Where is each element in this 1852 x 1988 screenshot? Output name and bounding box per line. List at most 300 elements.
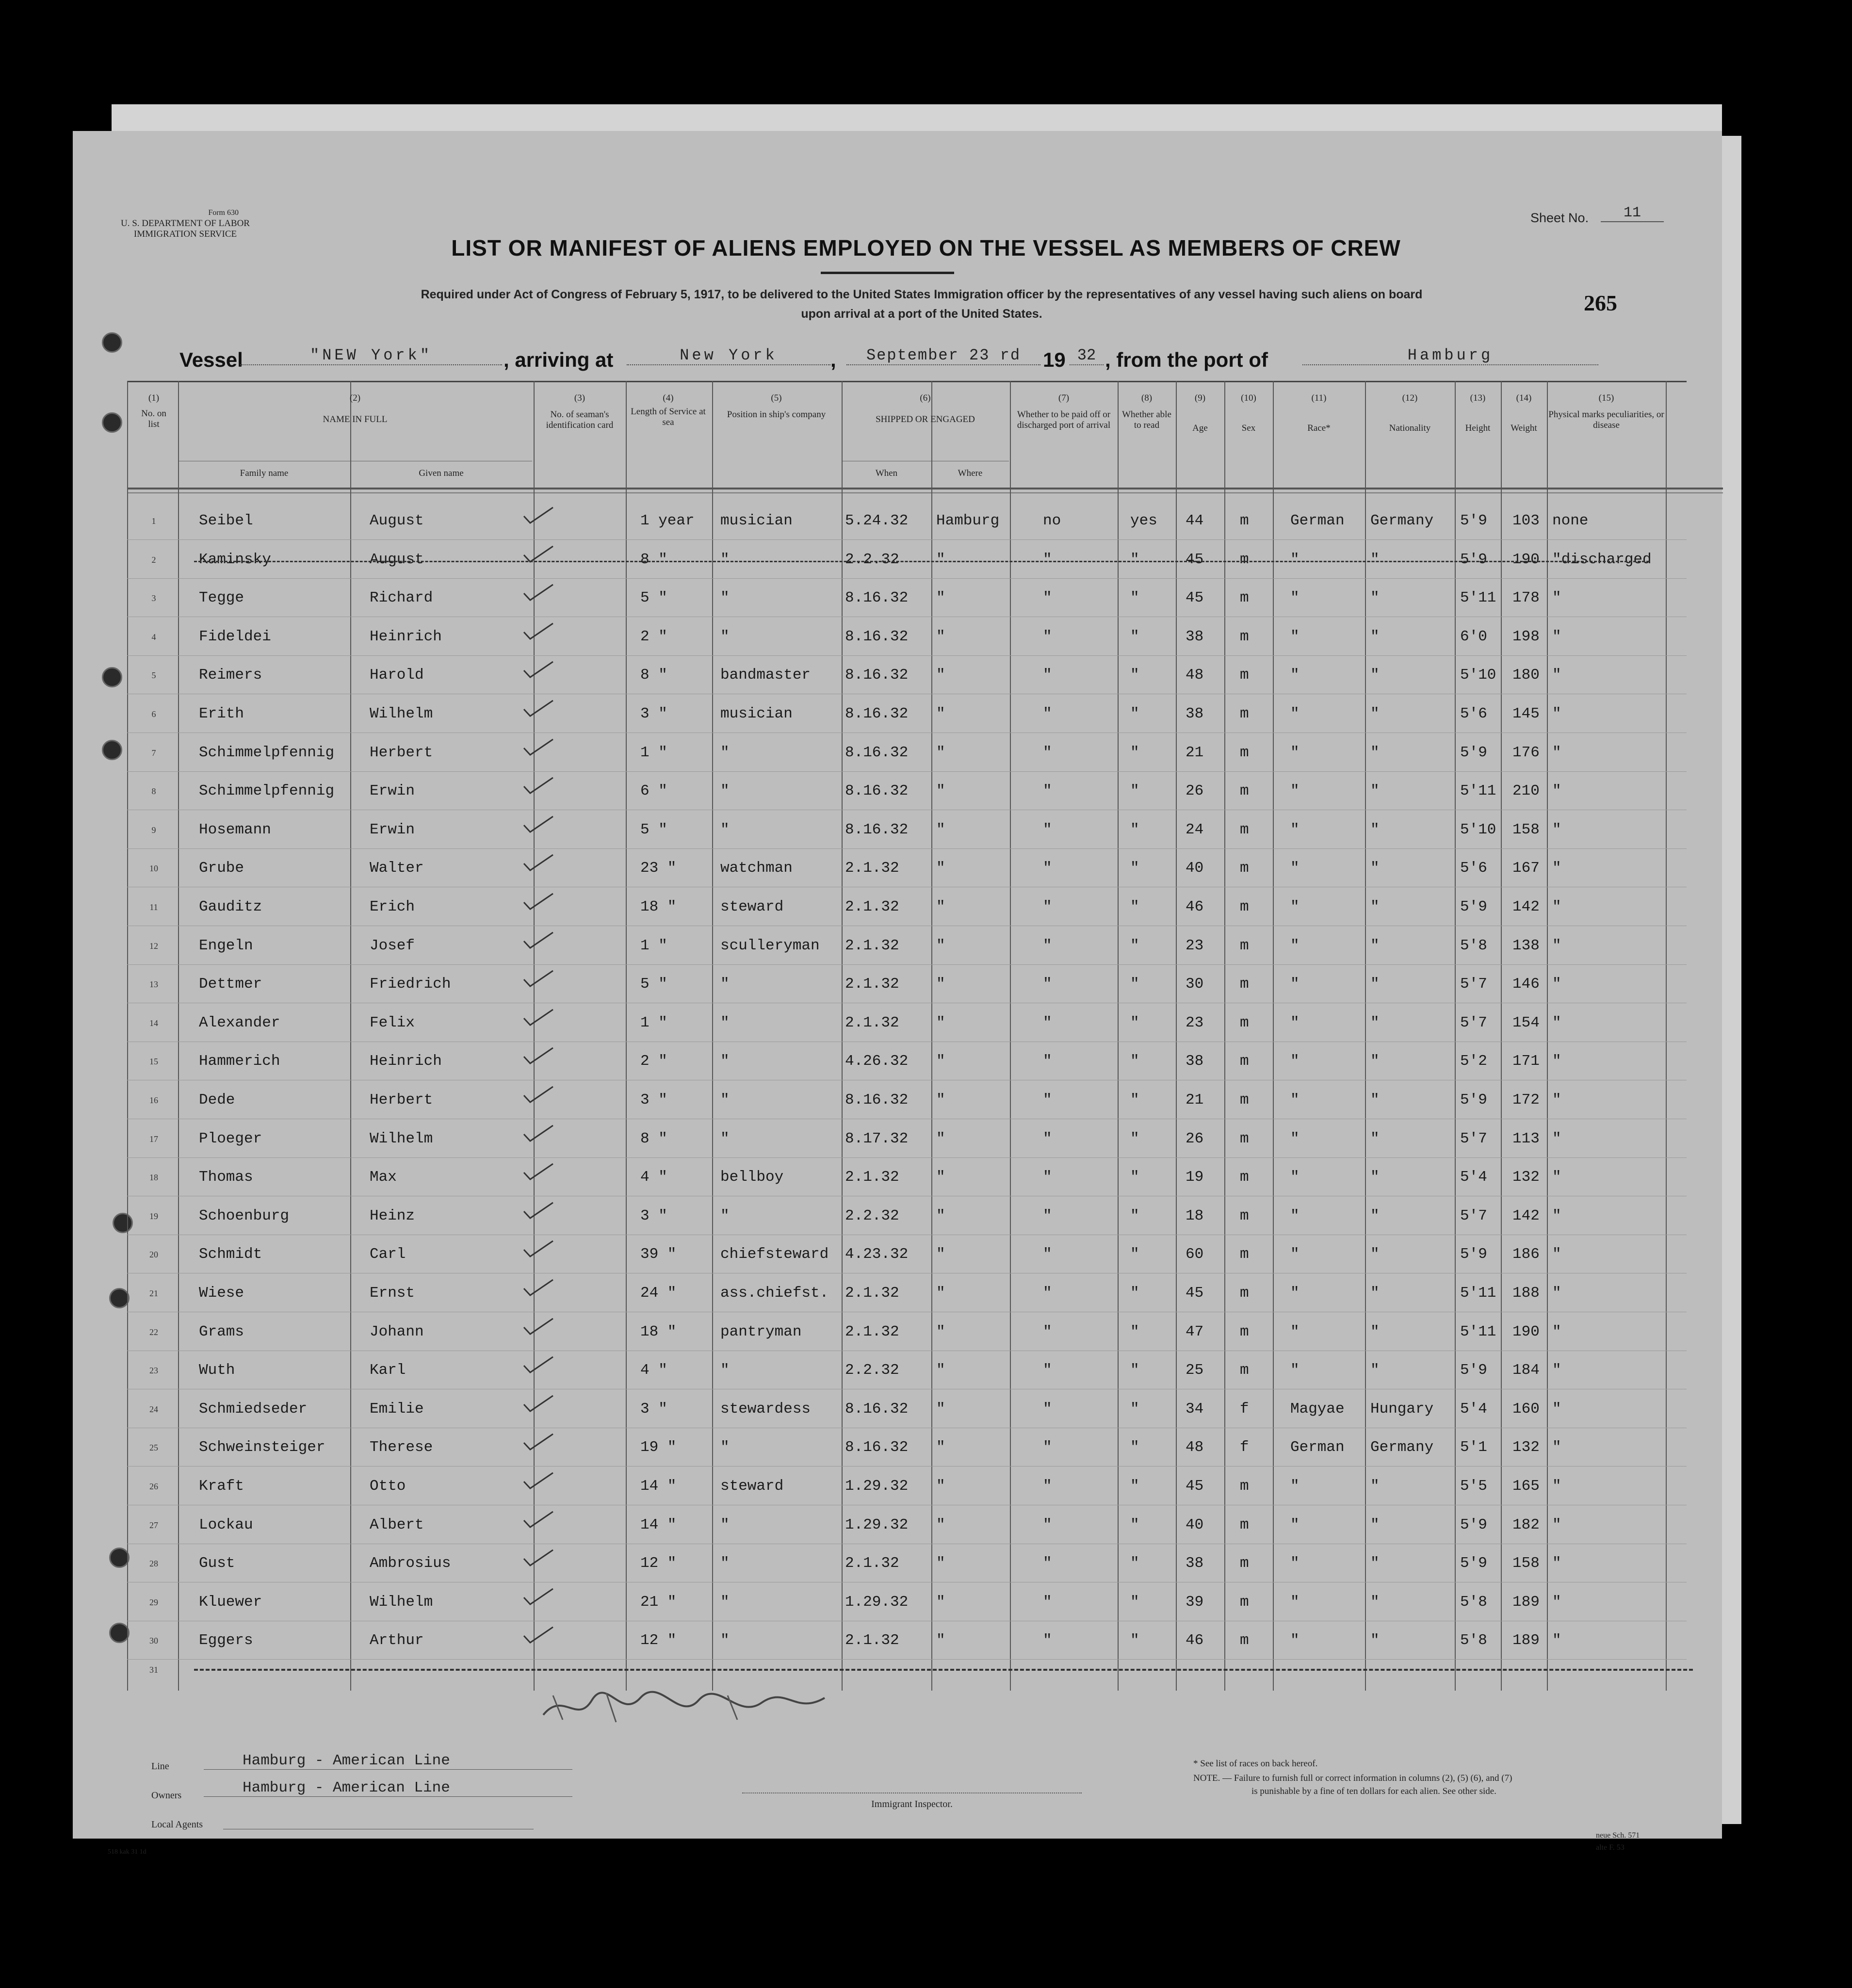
row-number: 26 [149, 1482, 158, 1491]
cell-service: 4 " [640, 1169, 667, 1186]
col8-number: (8) [1141, 393, 1153, 403]
cell-read: " [1130, 1555, 1139, 1572]
cell-family: Alexander [199, 1014, 280, 1031]
back-sheet-edge [112, 104, 1722, 133]
cell-when: 4.23.32 [845, 1246, 909, 1263]
cell-sex: m [1240, 937, 1249, 954]
cell-height: 5'7 [1460, 1130, 1487, 1147]
cell-age: 60 [1186, 1246, 1204, 1263]
cell-weight: 132 [1512, 1169, 1540, 1186]
cell-family: Schoenburg [199, 1207, 290, 1224]
check-mark-icon [521, 1124, 555, 1143]
column-rule [127, 381, 128, 1691]
check-mark-icon [521, 1239, 555, 1258]
cell-paid: " [1043, 1439, 1052, 1456]
comma-separator: , [830, 348, 836, 371]
row-number: 7 [151, 748, 156, 758]
cell-given: Johann [370, 1323, 424, 1340]
cell-marks: " [1552, 821, 1561, 838]
cell-when: 8.17.32 [845, 1130, 909, 1147]
punch-hole [109, 1623, 130, 1643]
cell-sex: f [1240, 1439, 1249, 1456]
cell-height: 5'7 [1460, 1207, 1487, 1224]
when-header: When [875, 468, 898, 478]
cell-given: Heinrich [370, 1053, 442, 1070]
cell-age: 26 [1186, 1130, 1204, 1147]
cell-position: " [720, 821, 730, 838]
cell-age: 34 [1186, 1401, 1204, 1418]
cell-given: Wilhelm [370, 1130, 433, 1147]
cell-service: 14 " [640, 1516, 677, 1533]
check-mark-icon [521, 505, 555, 525]
cell-position: " [720, 551, 730, 568]
cell-sex: m [1240, 667, 1249, 684]
cell-nationality: " [1370, 744, 1380, 761]
owners-label: Owners [151, 1790, 182, 1801]
cell-given: Harold [370, 667, 424, 684]
cell-read: " [1130, 1401, 1139, 1418]
cell-service: 1 year [640, 512, 695, 529]
cell-weight: 165 [1512, 1478, 1540, 1495]
cell-sex: m [1240, 1246, 1249, 1263]
cell-nationality: " [1370, 1053, 1380, 1070]
cell-family: Thomas [199, 1169, 253, 1186]
cell-where: " [936, 1092, 945, 1108]
check-mark-icon [521, 776, 555, 795]
cell-marks: "discharged [1552, 551, 1652, 568]
col7-title: Whether to be paid off or discharged port of arrival [1017, 409, 1111, 430]
check-mark-icon [521, 1008, 555, 1027]
cell-paid: " [1043, 628, 1052, 645]
cell-position: " [720, 1632, 730, 1649]
cell-height: 5'7 [1460, 1014, 1487, 1031]
cell-weight: 113 [1512, 1130, 1540, 1147]
cell-where: " [936, 782, 945, 799]
cell-service: 14 " [640, 1478, 677, 1495]
cell-nationality: " [1370, 1014, 1380, 1031]
cell-marks: " [1552, 1053, 1561, 1070]
cell-marks: " [1552, 860, 1561, 877]
row-number: 17 [149, 1134, 158, 1144]
cell-when: 2.1.32 [845, 898, 899, 915]
cell-nationality: " [1370, 1092, 1380, 1108]
cell-given: August [370, 512, 424, 529]
row-number: 24 [149, 1404, 158, 1414]
check-mark-icon [521, 660, 555, 679]
where-header: Where [958, 468, 983, 478]
col4-number: (4) [663, 393, 674, 403]
col6-number: (6) [920, 393, 931, 403]
cell-nationality: " [1370, 782, 1380, 799]
cell-where: " [936, 1439, 945, 1456]
cell-marks: " [1552, 628, 1561, 645]
cell-position: steward [720, 1478, 784, 1495]
row-divider [127, 1157, 1687, 1158]
cell-position: " [720, 1362, 730, 1379]
col7-header [1010, 393, 1118, 431]
row-31-number: 31 [149, 1665, 158, 1675]
cell-height: 5'9 [1460, 1555, 1487, 1572]
cell-read: " [1130, 860, 1139, 877]
cell-nationality: Hungary [1370, 1401, 1434, 1418]
row-number: 13 [149, 979, 158, 989]
cell-marks: none [1552, 512, 1589, 529]
cell-read: " [1130, 1285, 1139, 1302]
cell-height: 5'2 [1460, 1053, 1487, 1070]
cell-nationality: " [1370, 1478, 1380, 1495]
cell-paid: " [1043, 705, 1052, 722]
cell-height: 5'9 [1460, 1516, 1487, 1533]
cell-given: Arthur [370, 1632, 424, 1649]
cell-age: 30 [1186, 976, 1204, 993]
cell-sex: m [1240, 1362, 1249, 1379]
departure-port: Hamburg [1302, 346, 1598, 365]
col7-number: (7) [1058, 393, 1070, 403]
cell-marks: " [1552, 1323, 1561, 1340]
cell-family: Schimmelpfennig [199, 744, 335, 761]
cell-weight: 190 [1512, 551, 1540, 568]
cell-when: 8.16.32 [845, 667, 909, 684]
cell-weight: 154 [1512, 1014, 1540, 1031]
cell-where: " [936, 1130, 945, 1147]
cell-when: 1.29.32 [845, 1478, 909, 1495]
row-number: 2 [151, 555, 156, 565]
cell-paid: " [1043, 1362, 1052, 1379]
cell-sex: m [1240, 976, 1249, 993]
cell-given: Josef [370, 937, 415, 954]
cell-service: 3 " [640, 705, 667, 722]
check-mark-icon [521, 1162, 555, 1181]
inspector-label: Immigrant Inspector. [871, 1799, 953, 1809]
column-rule [1501, 381, 1502, 1691]
col9-number: (9) [1194, 393, 1206, 403]
cell-weight: 167 [1512, 860, 1540, 877]
cell-given: Friedrich [370, 976, 451, 993]
cell-read: " [1130, 1092, 1139, 1108]
cell-weight: 178 [1512, 589, 1540, 606]
cell-weight: 142 [1512, 1207, 1540, 1224]
cell-position: sculleryman [720, 937, 820, 954]
cell-family: Wuth [199, 1362, 235, 1379]
cell-service: 1 " [640, 937, 667, 954]
cell-sex: m [1240, 1323, 1249, 1340]
col12-header [1365, 393, 1455, 434]
row-divider [127, 771, 1687, 772]
year-suffix: 32 [1070, 346, 1104, 365]
cell-sex: m [1240, 589, 1249, 606]
cell-when: 2.1.32 [845, 976, 899, 993]
cell-where: " [936, 821, 945, 838]
cell-height: 5'1 [1460, 1439, 1487, 1456]
cell-weight: 138 [1512, 937, 1540, 954]
cell-weight: 198 [1512, 628, 1540, 645]
col3-number: (3) [574, 393, 585, 403]
row-number: 18 [149, 1173, 158, 1182]
given-name-header: Given name [419, 468, 464, 478]
cell-height: 5'10 [1460, 821, 1496, 838]
cell-service: 12 " [640, 1632, 677, 1649]
cell-weight: 188 [1512, 1285, 1540, 1302]
col15-header [1547, 393, 1666, 431]
cell-race: " [1290, 1092, 1300, 1108]
col2-header [178, 393, 532, 425]
cell-height: 5'6 [1460, 705, 1487, 722]
cell-where: " [936, 1478, 945, 1495]
row-number: 6 [151, 709, 156, 719]
cell-height: 5'10 [1460, 667, 1496, 684]
col3-header [534, 393, 626, 431]
cell-paid: " [1043, 1555, 1052, 1572]
handwritten-scrawl [534, 1686, 834, 1729]
cell-marks: " [1552, 744, 1561, 761]
cell-when: 2.2.32 [845, 551, 899, 568]
cell-given: Richard [370, 589, 433, 606]
cell-height: 5'7 [1460, 976, 1487, 993]
cell-sex: m [1240, 898, 1249, 915]
cell-weight: 171 [1512, 1053, 1540, 1070]
cell-read: " [1130, 821, 1139, 838]
cell-given: Walter [370, 860, 424, 877]
column-rule [1365, 381, 1366, 1691]
manifest-title: LIST OR MANIFEST OF ALIENS EMPLOYED ON THE VESSEL AS MEMBERS OF CREW [451, 235, 1401, 261]
column-rule [1224, 381, 1225, 1691]
cell-family: Schweinsteiger [199, 1439, 325, 1456]
cell-position: " [720, 976, 730, 993]
cell-position: " [720, 1053, 730, 1070]
cell-weight: 158 [1512, 1555, 1540, 1572]
cell-read: " [1130, 1594, 1139, 1611]
cell-sex: m [1240, 1207, 1249, 1224]
cell-sex: m [1240, 1478, 1249, 1495]
cell-position: " [720, 1594, 730, 1611]
cell-when: 8.16.32 [845, 821, 909, 838]
cell-where: " [936, 976, 945, 993]
cell-marks: " [1552, 1014, 1561, 1031]
cell-family: Tegge [199, 589, 244, 606]
cell-given: Wilhelm [370, 1594, 433, 1611]
cell-position: " [720, 1439, 730, 1456]
cell-marks: " [1552, 705, 1561, 722]
cell-race: " [1290, 860, 1300, 877]
cell-where: " [936, 1207, 945, 1224]
check-mark-icon [521, 1432, 555, 1451]
cell-weight: 180 [1512, 667, 1540, 684]
cell-service: 8 " [640, 1130, 667, 1147]
cell-family: Kaminsky [199, 551, 271, 568]
cell-position: steward [720, 898, 784, 915]
cell-read: " [1130, 1169, 1139, 1186]
col14-number: (14) [1516, 393, 1532, 403]
cell-service: 21 " [640, 1594, 677, 1611]
cell-height: 5'9 [1460, 744, 1487, 761]
col10-title: Sex [1241, 423, 1256, 433]
cell-given: Karl [370, 1362, 406, 1379]
cell-read: " [1130, 782, 1139, 799]
cell-when: 2.1.32 [845, 1323, 899, 1340]
punch-hole [102, 412, 122, 433]
cell-position: " [720, 1516, 730, 1533]
year-prefix: 19 [1043, 348, 1066, 371]
cell-service: 5 " [640, 976, 667, 993]
cell-nationality: " [1370, 667, 1380, 684]
cell-read: " [1130, 705, 1139, 722]
cell-where: " [936, 1632, 945, 1649]
cell-family: Gauditz [199, 898, 262, 915]
cell-service: 2 " [640, 628, 667, 645]
cell-age: 45 [1186, 551, 1204, 568]
cell-sex: m [1240, 821, 1249, 838]
cell-given: Heinz [370, 1207, 415, 1224]
cell-age: 21 [1186, 1092, 1204, 1108]
cell-race: " [1290, 667, 1300, 684]
cell-service: 19 " [640, 1439, 677, 1456]
cell-race: " [1290, 1555, 1300, 1572]
cell-position: " [720, 1207, 730, 1224]
row-number: 14 [149, 1018, 158, 1028]
cell-nationality: " [1370, 1285, 1380, 1302]
cell-service: 24 " [640, 1285, 677, 1302]
col4-header [626, 393, 711, 428]
cell-family: Eggers [199, 1632, 253, 1649]
header-bottom-rule-2 [127, 492, 1723, 493]
cell-read: " [1130, 667, 1139, 684]
cell-paid: " [1043, 1014, 1052, 1031]
cell-family: Reimers [199, 667, 262, 684]
cell-read: " [1130, 744, 1139, 761]
cell-nationality: " [1370, 551, 1380, 568]
col10-header [1224, 393, 1273, 434]
column-rule [178, 381, 179, 1691]
col6-title: SHIPPED OR ENGAGED [876, 414, 975, 424]
cell-paid: " [1043, 1323, 1052, 1340]
cell-position: chiefsteward [720, 1246, 829, 1263]
cell-where: " [936, 1246, 945, 1263]
check-mark-icon [521, 1355, 555, 1374]
check-mark-icon [521, 1278, 555, 1297]
col14-title: Weight [1511, 423, 1537, 433]
cell-service: 3 " [640, 1207, 667, 1224]
cell-age: 40 [1186, 1516, 1204, 1533]
cell-when: 1.29.32 [845, 1594, 909, 1611]
check-mark-icon [521, 969, 555, 988]
cell-marks: " [1552, 1632, 1561, 1649]
form-number: Form 630 [208, 209, 239, 217]
cell-paid: " [1043, 1092, 1052, 1108]
col2-number: (2) [349, 393, 361, 403]
check-mark-icon [521, 1587, 555, 1606]
cell-race: " [1290, 628, 1300, 645]
cell-service: 8 " [640, 667, 667, 684]
cell-paid: " [1043, 551, 1052, 568]
cell-race: " [1290, 1362, 1300, 1379]
cell-given: Heinrich [370, 628, 442, 645]
cell-height: 5'9 [1460, 898, 1487, 915]
cell-marks: " [1552, 1594, 1561, 1611]
cell-where: " [936, 667, 945, 684]
owners-value: Hamburg - American Line [204, 1779, 572, 1797]
cell-read: " [1130, 1323, 1139, 1340]
cell-weight: 210 [1512, 782, 1540, 799]
cell-where: " [936, 898, 945, 915]
inspector-signature-line [742, 1792, 1082, 1793]
cell-service: 6 " [640, 782, 667, 799]
cell-when: 1.29.32 [845, 1516, 909, 1533]
cell-position: ass.chiefst. [720, 1285, 829, 1302]
races-note: * See list of races on back hereof. [1193, 1759, 1318, 1769]
col1-title: No. on list [141, 408, 166, 429]
cell-service: 5 " [640, 589, 667, 606]
col13-title: Height [1465, 423, 1491, 433]
cell-height: 5'8 [1460, 1632, 1487, 1649]
col1-header [139, 393, 168, 430]
column-rule [1666, 381, 1667, 1691]
cell-weight: 184 [1512, 1362, 1540, 1379]
cell-family: Dede [199, 1092, 235, 1108]
cell-position: pantryman [720, 1323, 802, 1340]
cell-where: " [936, 589, 945, 606]
cell-marks: " [1552, 1207, 1561, 1224]
cell-family: Grams [199, 1323, 244, 1340]
cell-given: Max [370, 1169, 397, 1186]
cell-nationality: " [1370, 1169, 1380, 1186]
cell-height: 5'11 [1460, 1285, 1496, 1302]
column-rule [712, 381, 713, 1691]
row-number: 23 [149, 1366, 158, 1375]
cell-race: " [1290, 821, 1300, 838]
strike-through-line [194, 561, 1649, 562]
punch-hole [113, 1213, 133, 1233]
cell-age: 45 [1186, 1478, 1204, 1495]
row-number: 22 [149, 1327, 158, 1337]
cell-family: Hosemann [199, 821, 271, 838]
cell-family: Gust [199, 1555, 235, 1572]
cell-given: Herbert [370, 744, 433, 761]
col11-header [1273, 393, 1365, 434]
cell-when: 8.16.32 [845, 1092, 909, 1108]
row-number: 25 [149, 1443, 158, 1452]
row-number: 4 [151, 632, 156, 642]
cell-family: Seibel [199, 512, 253, 529]
cell-race: " [1290, 1594, 1300, 1611]
cell-race: German [1290, 1439, 1345, 1456]
cell-weight: 182 [1512, 1516, 1540, 1533]
cell-where: " [936, 1053, 945, 1070]
check-mark-icon [521, 699, 555, 718]
cell-race: " [1290, 1130, 1300, 1147]
cell-race: " [1290, 782, 1300, 799]
cell-given: Emilie [370, 1401, 424, 1418]
print-code: 518 kak 31 1d [108, 1848, 146, 1856]
cell-age: 23 [1186, 937, 1204, 954]
cell-family: Lockau [199, 1516, 253, 1533]
sheet-number: 11 [1601, 205, 1664, 222]
cell-position: bellboy [720, 1169, 784, 1186]
punch-hole [102, 667, 122, 687]
cell-age: 18 [1186, 1207, 1204, 1224]
cell-paid: " [1043, 1401, 1052, 1418]
cell-sex: m [1240, 860, 1249, 877]
col15-number: (15) [1598, 393, 1614, 403]
cell-when: 8.16.32 [845, 744, 909, 761]
vessel-name: "NEW York" [240, 346, 502, 365]
cell-paid: " [1043, 589, 1052, 606]
row-number: 29 [149, 1597, 158, 1607]
cell-paid: " [1043, 1285, 1052, 1302]
penalty-note-line-1: NOTE. — Failure to furnish full or correct information in columns (2), (5) (6), and (7) [1193, 1773, 1512, 1783]
table-top-rule [127, 381, 1687, 382]
stamp-number: 265 [1584, 291, 1617, 315]
cell-paid: no [1043, 512, 1061, 529]
